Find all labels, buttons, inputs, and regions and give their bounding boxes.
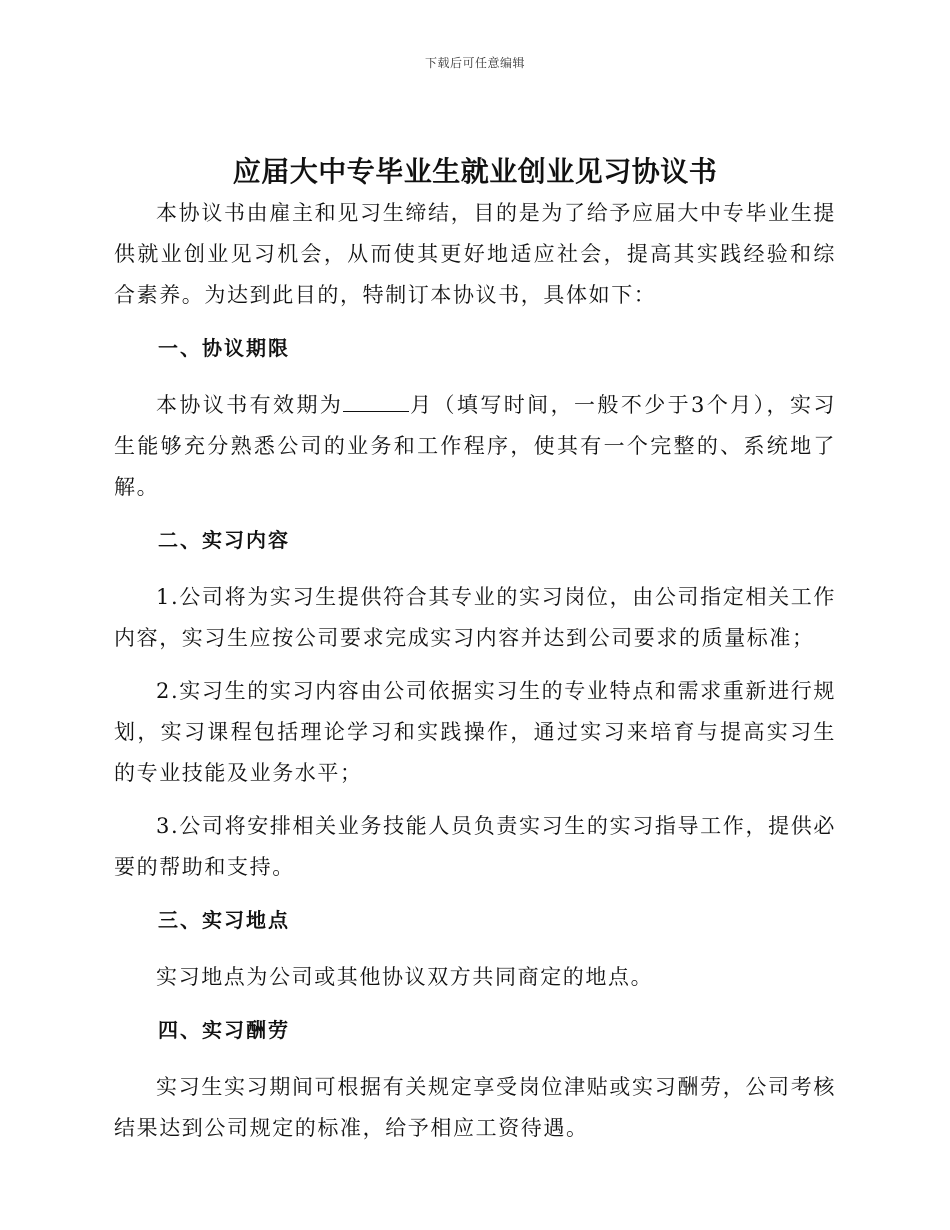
content-paragraph-2: 2.实习生的实习内容由公司依据实习生的专业特点和需求重新进行规划，实习课程包括理论学习和实践操作，通过实习来培育与提高实习生的专业技能及业务水平； [114,679,836,785]
content-paragraph-1: 1.公司将为实习生提供符合其专业的实习岗位，由公司指定相关工作内容，实习生应按公司要求完成实习内容并达到公司要求的质量标准； [114,585,836,650]
document-body [114,193,836,1149]
location-paragraph: 实习地点为公司或其他协议双方共同商定的地点。 [156,965,654,989]
section-heading-pay: 四、实习酬劳 [158,1018,290,1042]
term-paragraph [114,385,836,508]
term-text-after: 月（填写时间，一般不少于3个月），实习生能够充分熟悉公司的业务和工作程序，使其有一个完整的、系统地了解。 [114,393,836,499]
section-heading-term: 一、协议期限 [158,336,290,360]
term-text-before: 本协议书有效期为 [156,393,344,417]
term-blank-field[interactable] [343,389,409,412]
header-note: 下载后可任意编辑 [424,56,525,70]
document-title: 应届大中专毕业生就业创业见习协议书 [232,155,718,188]
content-paragraph-3: 3.公司将安排相关业务技能人员负责实习生的实习指导工作，提供必要的帮助和支持。 [114,814,836,879]
pay-paragraph: 实习生实习期间可根据有关规定享受岗位津贴或实习酬劳，公司考核结果达到公司规定的标准，给予相应工资待遇。 [114,1075,836,1140]
intro-paragraph: 本协议书由雇主和见习生缔结，目的是为了给予应届大中专毕业生提供就业创业见习机会，从而使其更好地适应社会，提高其实践经验和综合素养。为达到此目的，特制订本协议书，具体如下： [114,201,836,307]
section-heading-location: 三、实习地点 [158,908,290,932]
section-heading-content: 二、实习内容 [158,528,290,552]
